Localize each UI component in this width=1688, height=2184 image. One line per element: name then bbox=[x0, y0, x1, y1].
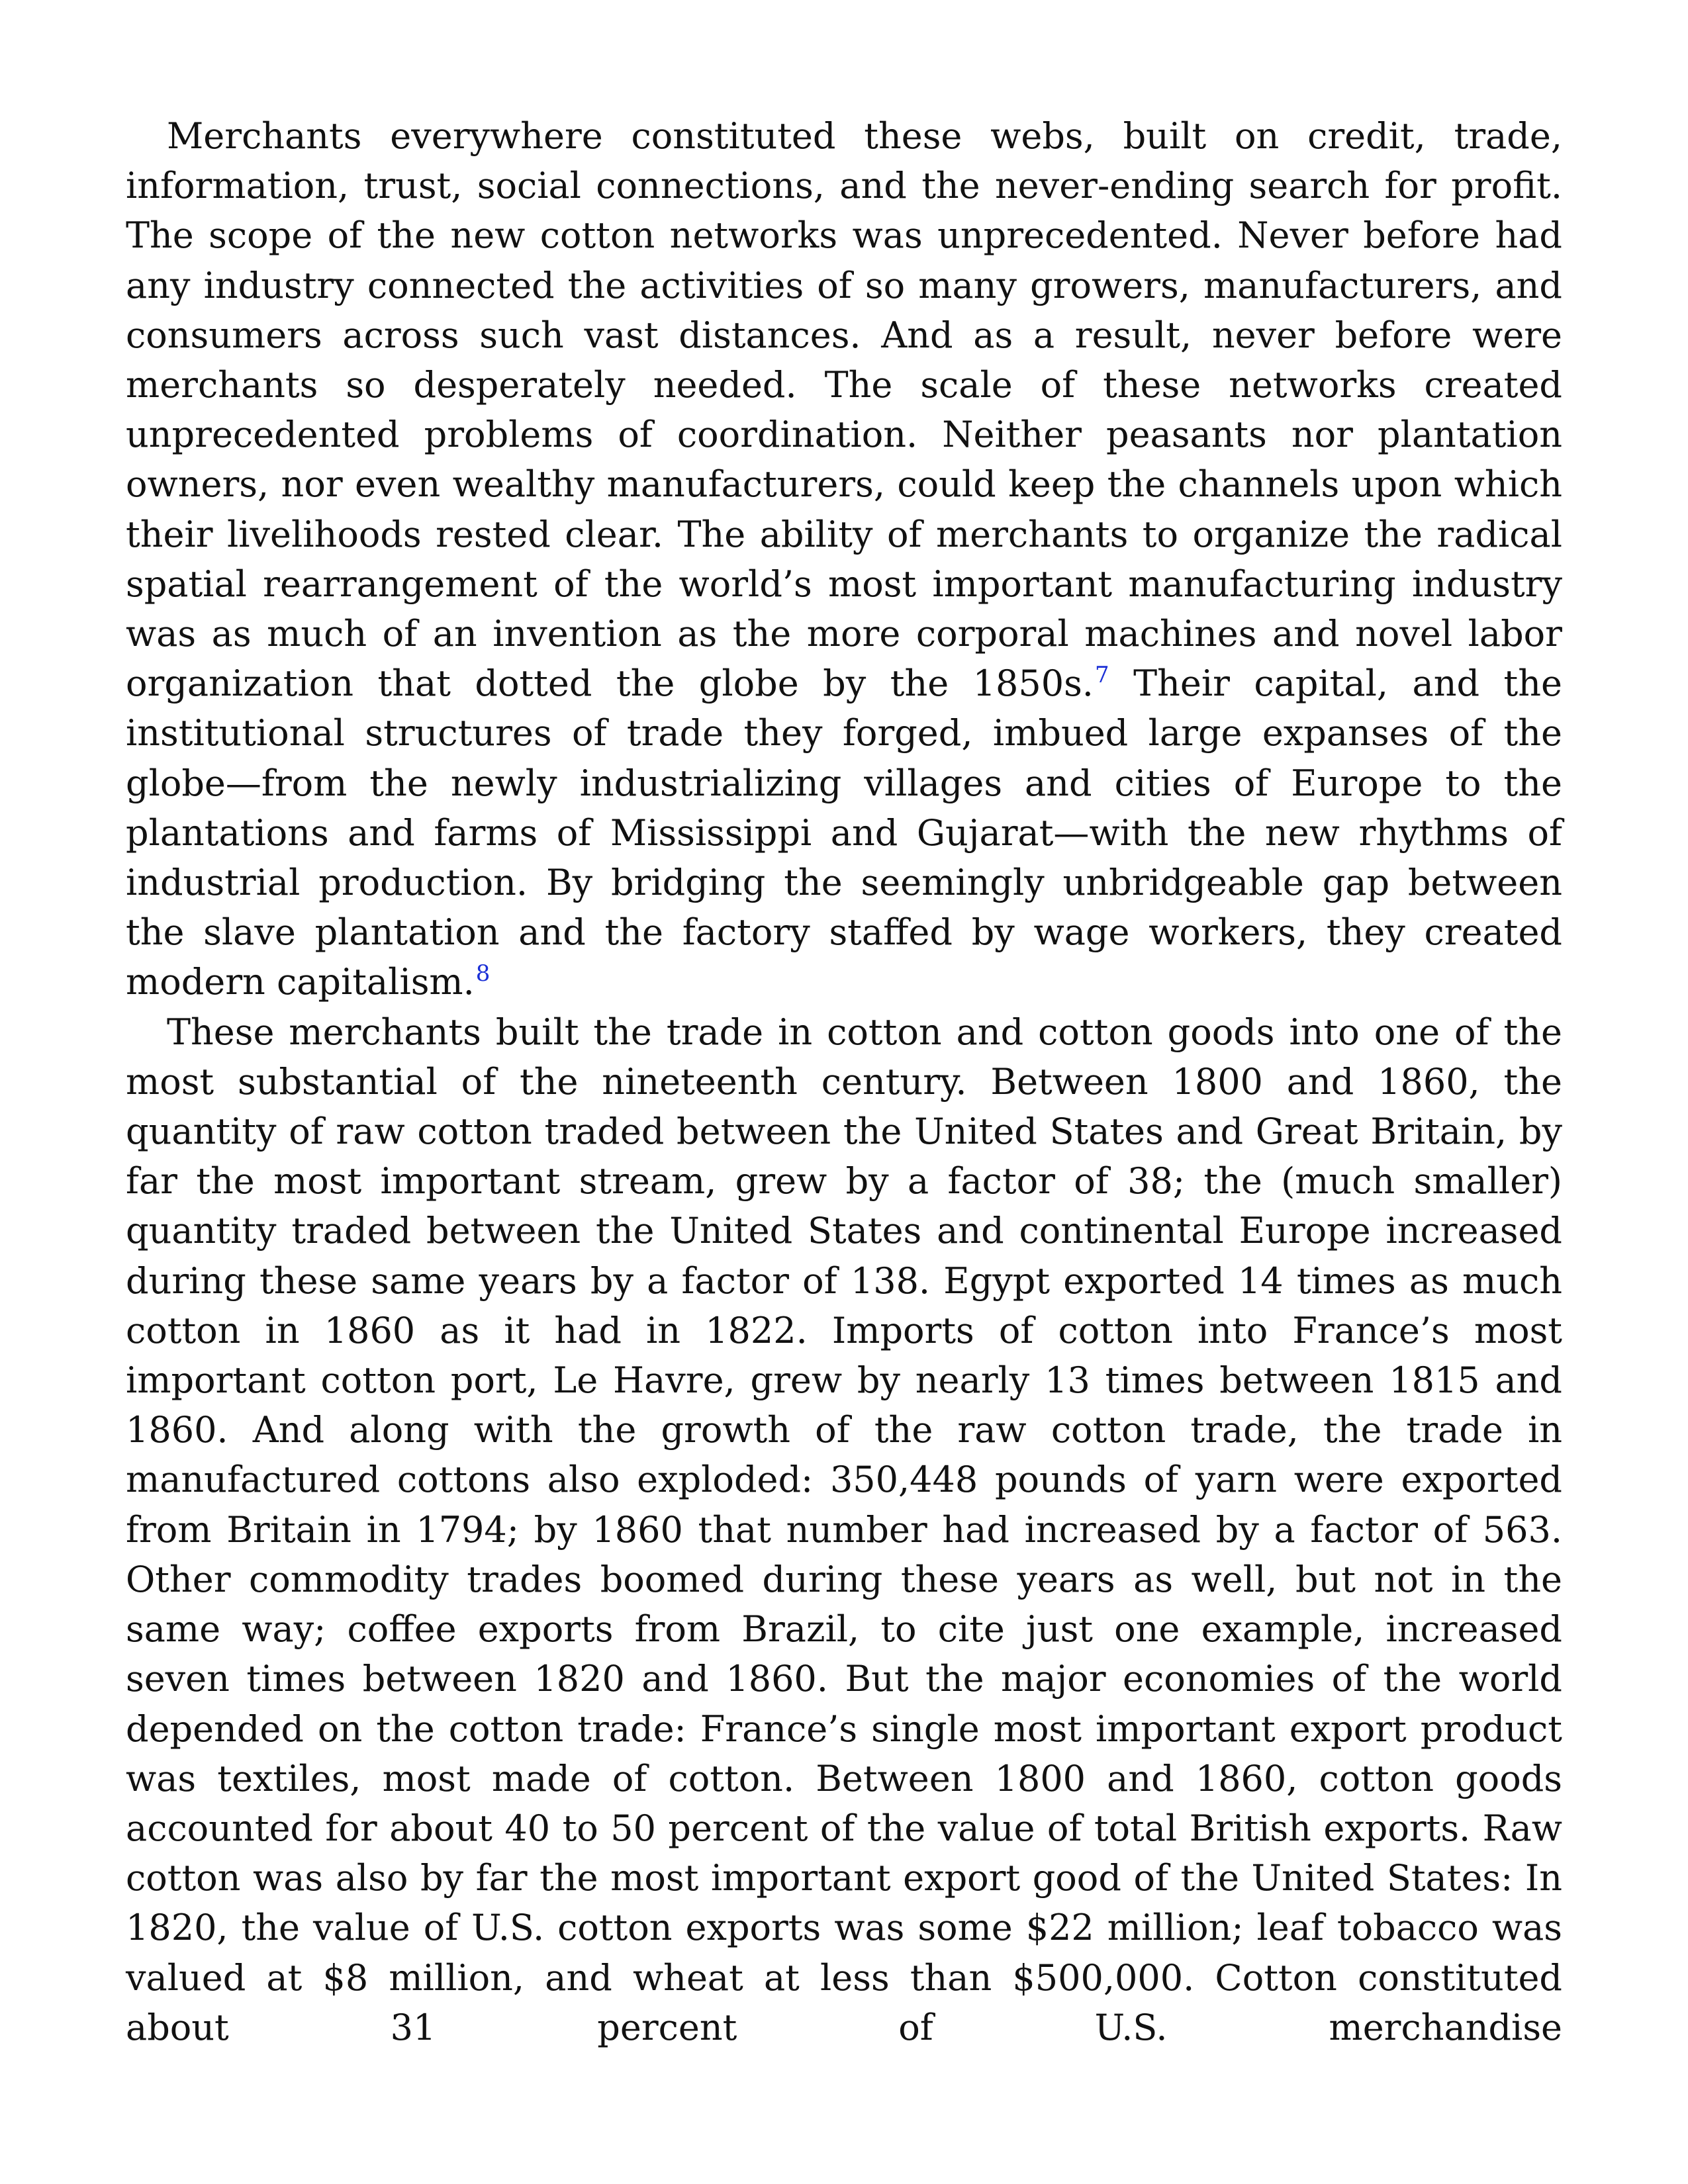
paragraph-merchants-webs bbox=[126, 111, 1562, 1007]
paragraph-text: Merchants everywhere constituted these webs, built on credit, trade, information, trust, social connections, and the never-ending search for profit. The scope of the new cotton networks was unprecedented. Never before had any industry connected the activities of so many growers, manufacturers, and consumers across such vast distances. And as a result, never before were merchants so desperately needed. The scale of these networks created unprecedented problems of coordination. Neither peasants nor plantation owners, nor even wealthy manufacturers, could keep the channels upon which their livelihoods rested clear. The ability of merchants to organize the radical spatial rearrangement of the world’s most important manufacturing industry was as much of an invention as the more corporal machines and novel labor organization that dotted the globe by the 1850s. bbox=[126, 115, 1562, 705]
paragraph-cotton-trade bbox=[126, 1007, 1562, 2052]
paragraph-text: These merchants built the trade in cotton and cotton goods into one of the most substantial of the nineteenth century. Between 1800 and 1860, the quantity of raw cotton traded between the United States and Great Britain, by far the most important stream, grew by a factor of 38; the (much smaller) quantity traded between the United States and continental Europe increased during these same years by a factor of 138. Egypt exported 14 times as much cotton in 1860 as it had in 1822. Imports of cotton into France’s most important cotton port, Le Havre, grew by nearly 13 times between 1815 and 1860. And along with the growth of the raw cotton trade, the trade in manufactured cottons also exploded: 350,448 pounds of yarn were exported from Britain in 1794; by 1860 that number had increased by a factor of 563. Other commodity trades boomed during these years as well, but not in the same way; coffee exports from Brazil, to cite just one example, increased seven times between 1820 and 1860. But the major economies of the world depended on the cotton trade: France’s single most important export product was textiles, most made of cotton. Between 1800 and 1860, cotton goods accounted for about 40 to 50 percent of the value of total British exports. Raw cotton was also by far the most important export good of the United States: In 1820, the value of U.S. cotton exports was some $22 million; leaf tobacco was valued at $8 million, and wheat at less than $500,000. Cotton constituted about 31 percent of U.S. merchandise bbox=[126, 1011, 1562, 2048]
footnote-link-7[interactable]: 7 bbox=[1094, 661, 1109, 688]
footnote-link-8[interactable]: 8 bbox=[475, 960, 491, 987]
book-page-body bbox=[126, 111, 1562, 2052]
paragraph-text: Their capital, and the institutional structures of trade they forged, imbued large expanses of the globe—from the newly industrializing villages and cities of Europe to the plantations and farms of Mississippi and Gujarat—with the new rhythms of industrial production. By bridging the seemingly unbridgeable gap between the slave plantation and the factory staffed by wage workers, they created modern capitalism. bbox=[126, 662, 1562, 1003]
